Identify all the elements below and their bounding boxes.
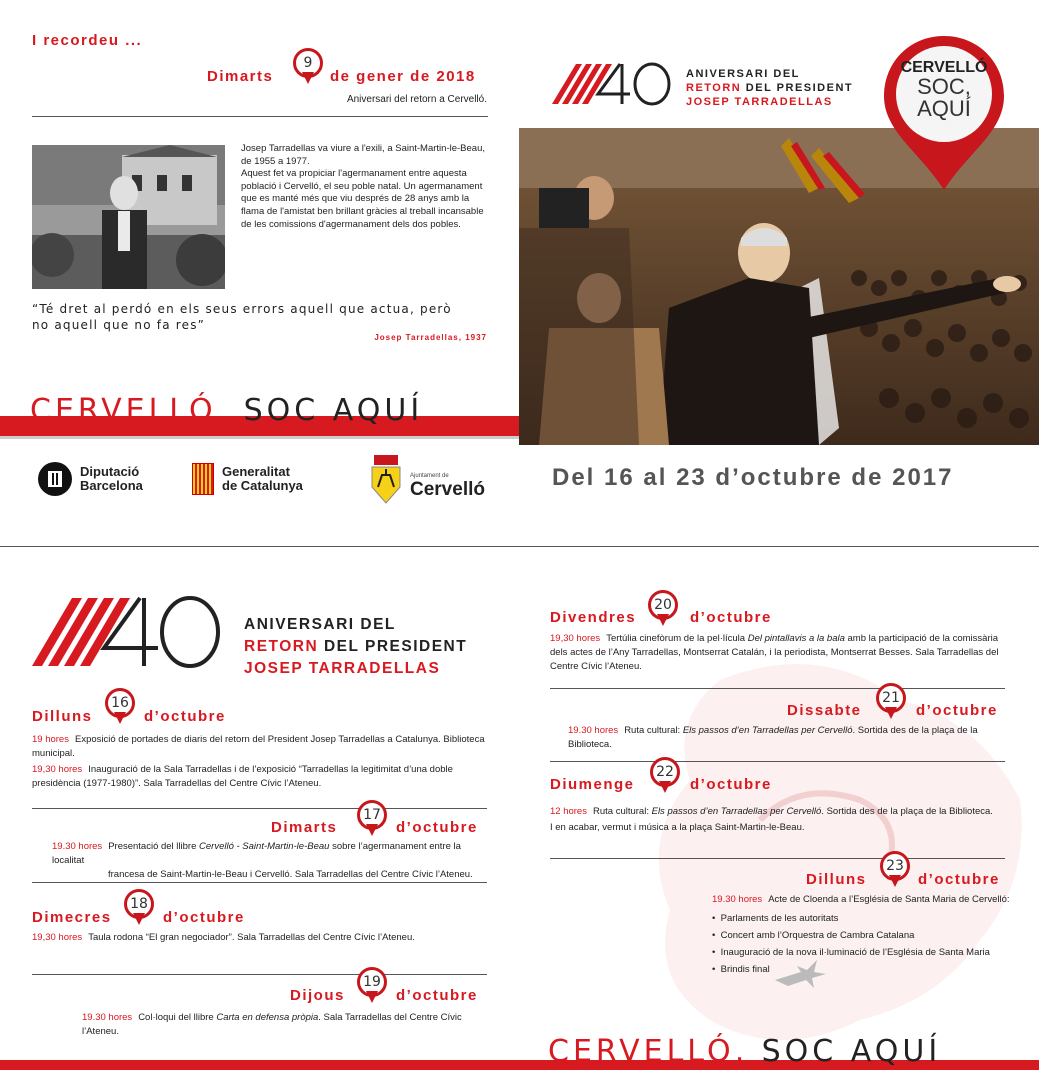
divider [32,882,487,883]
program-slogan: CERVELLÓ, SOC AQUÍ [548,1034,942,1069]
list-item: • Brindis final [712,964,770,975]
recordeu-heading: I recordeu ... [32,32,143,49]
month-label: d’octubre [916,702,998,719]
front-slogan: CERVELLÓ, SOC AQUÍ [30,393,424,428]
event-22-1: 12 hores Ruta cultural: Els passos d’en Tarradellas per Cervelló. Sortida des de la plaça de la Biblioteca. I en acabar, vermut i música a la plaça Saint-Martin-le-Beau. [550,806,993,833]
divider [550,858,1005,859]
event-17-1: 19.30 hores Presentació del llibre Cervelló - Saint-Martin-le-Beau sobre l’agermanament entre la localitat francesa de Saint-Martin-le-Beau i Cervelló. Sala Tarradellas del Centre Cívic l’Ateneu. [52,841,473,880]
event-16-2: 19,30 hores Inauguració de la Sala Tarradellas i de l’exposició “Tarradellas la legitimitat d’una doble presidència (1977-1980)”. Sala Tarradellas del Centre Cívic l’Ateneu. [32,764,453,789]
list-item: • Concert amb l’Orquestra de Cambra Catalana [712,930,915,941]
front-divider [32,116,488,117]
program-anniv-title: ANIVERSARI DEL RETORN DEL PRESIDENT JOSEP TARRADELLAS [244,616,468,677]
month-label: d’octubre [144,708,226,725]
day-name: Dimecres [32,909,112,926]
event-20-1: 19,30 hores Tertúlia cinefòrum de la pel·lícula Del pintallavis a la bala amb la participació de la comissària dels actes de l’Any Tarradellas, Montserrat Catalán, i la periodista, Montserrat Besses. Sala Tarradellas del Centre Cívic l’Ateneu. [550,633,999,672]
event-23-1: 19.30 hores Acte de Cloenda a l’Església de Santa Maria de Cervelló: [712,894,1010,905]
divider [32,974,487,975]
diputacio-emblem-icon [38,462,72,496]
event-18-1: 19,30 hores Taula rodona “El gran negociador”. Sala Tarradellas del Centre Cívic l’Ateneu. [32,932,415,943]
front-quote-author: Josep Tarradellas, 1937 [374,333,487,342]
pin-19-icon: 19 [357,967,387,1003]
day-name: Dilluns [32,708,93,725]
day-name: Dilluns [806,871,867,888]
senyera-icon [192,463,214,495]
front-date-day: Dimarts [207,68,274,85]
generalitat-logo: Generalitat de Catalunya [192,463,303,495]
forty-logo-large-icon [32,592,232,672]
event-23-bullets [712,910,1012,978]
pin-22-icon: 22 [650,757,680,793]
day-name: Dijous [290,987,345,1004]
cervello-soc-aqui-badge: CERVELLÓ SOC, AQUÍ [880,32,1008,192]
divider [32,808,487,809]
day-name: Divendres [550,609,637,626]
tarradellas-bw-photo [32,145,225,289]
pin-23-icon: 23 [880,851,910,887]
pin-21-icon: 21 [876,683,906,719]
day-name: Diumenge [550,776,635,793]
day-name: Dissabte [787,702,862,719]
month-label: d’octubre [163,909,245,926]
month-label: d’octubre [396,987,478,1004]
front-bio: Josep Tarradellas va viure a l'exili, a Saint-Martin-le-Beau, de 1955 a 1977. Aquest fet va propiciar l'agermanament entre aquesta població i Cervelló, el seu poble natal. Un agermanament que es manté més que viu després de 28 anys amb la flama de l'amistat ben brillant gràcies al treball incansable de les comissions d'agermanament dels dos pobles. [241,143,485,230]
divider [550,761,1005,762]
month-label: d’octubre [918,871,1000,888]
event-19-1: 19.30 hores Col·loqui del llibre Carta en defensa pròpia. Sala Tarradellas del Centre Cívic l’Ateneu. [82,1012,462,1037]
event-16-1: 19 hores Exposició de portades de diaris del retorn del President Josep Tarradellas a Catalunya. Biblioteca municipal. [32,734,485,759]
month-label: d’octubre [690,776,772,793]
event-21-1: 19.30 hores Ruta cultural: Els passos d’en Tarradellas per Cervelló. Sortida des de la plaça de la Biblioteca. [568,725,978,750]
pin-18-icon: 18 [124,889,154,925]
month-label: d’octubre [396,819,478,836]
pin-17-icon: 17 [357,800,387,836]
event-dates: Del 16 al 23 d’octubre de 2017 [552,464,954,491]
front-date-rest: de gener de 2018 [330,68,476,85]
front-date-pin-icon [293,48,323,84]
front-quote: “Té dret al perdó en els seus errors aquell que actua, però no aquell que no fa res” [32,302,452,332]
list-item: • Parlaments de les autoritats [712,913,839,924]
forty-logo-small-icon [552,60,677,108]
front-date-num: 9 [303,55,313,71]
pin-16-icon: 16 [105,688,135,724]
ajuntament-logo: Ajuntament de Cervelló [368,453,485,505]
front-grey-line [0,436,519,439]
cervello-shield-icon [368,453,404,505]
day-name: Dimarts [271,819,338,836]
divider [550,688,1005,689]
diputacio-logo: Diputació Barcelona [38,462,143,496]
pin-20-icon: 20 [648,590,678,626]
top-anniv-title: ANIVERSARI DEL RETORN DEL PRESIDENT JOSEP TARRADELLAS [686,68,854,108]
fold-line [0,546,1039,547]
list-item: • Inauguració de la nova il·luminació de l’Església de Santa Maria [712,947,990,958]
front-date-desc: Aniversari del retorn a Cervelló. [346,94,487,105]
month-label: d’octubre [690,609,772,626]
